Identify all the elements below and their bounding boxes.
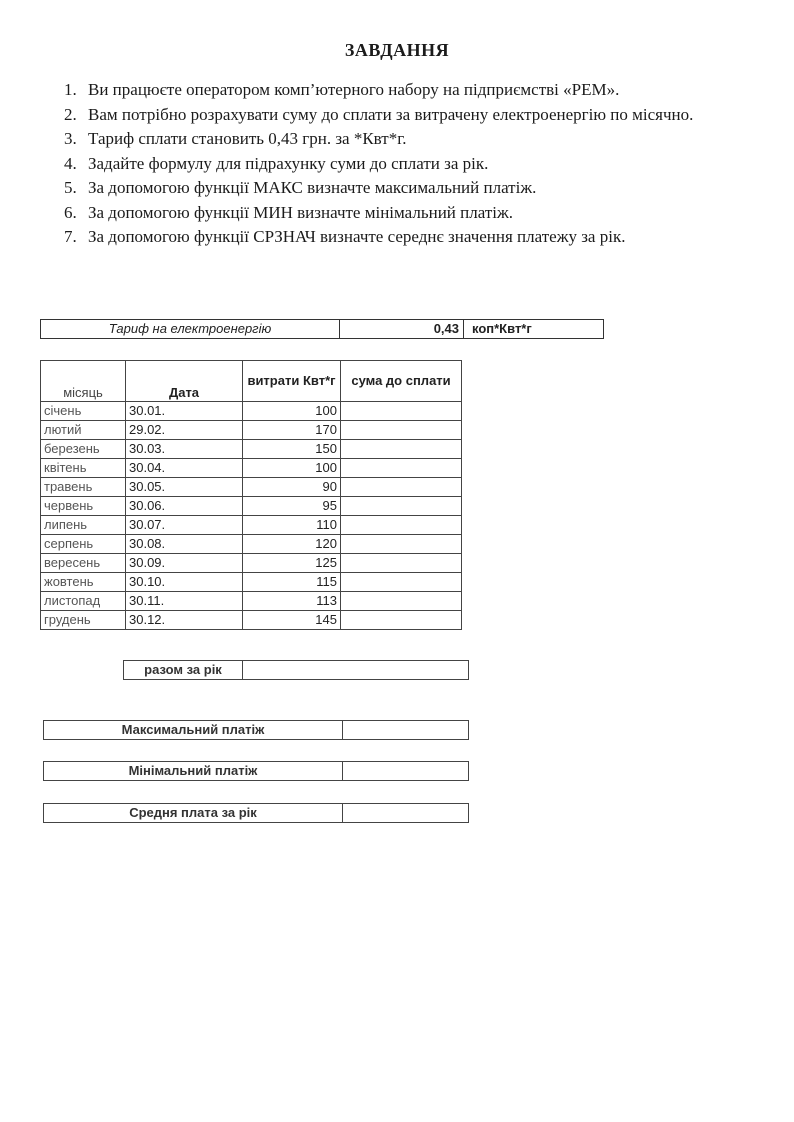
date-cell: 30.09.: [126, 554, 243, 573]
table-row: [41, 497, 462, 516]
date-cell: 30.10.: [126, 573, 243, 592]
max-payment-value: [343, 721, 468, 739]
table-row: [41, 554, 462, 573]
tariff-row: [40, 319, 604, 339]
header-usage: витрати Квт*г: [243, 361, 341, 402]
sum-cell: [341, 535, 462, 554]
task-item: [58, 78, 748, 103]
sum-cell: [341, 554, 462, 573]
usage-cell: 113: [243, 592, 341, 611]
month-cell: листопад: [41, 592, 126, 611]
min-payment-label: Мінімальний платіж: [44, 762, 343, 780]
tariff-value: 0,43: [340, 320, 464, 338]
header-sum: сума до сплати: [341, 361, 462, 402]
month-cell: квітень: [41, 459, 126, 478]
table-row: [41, 478, 462, 497]
task-item: [58, 225, 748, 250]
task-list: [58, 78, 748, 250]
usage-cell: 170: [243, 421, 341, 440]
sum-cell: [341, 421, 462, 440]
header-date: Дата: [126, 361, 243, 402]
month-cell: вересень: [41, 554, 126, 573]
date-cell: 30.05.: [126, 478, 243, 497]
date-cell: 29.02.: [126, 421, 243, 440]
avg-payment-value: [343, 804, 468, 822]
month-cell: серпень: [41, 535, 126, 554]
usage-cell: 125: [243, 554, 341, 573]
year-total-value: [243, 661, 468, 679]
task-number: 1.: [64, 80, 77, 99]
usage-cell: 100: [243, 402, 341, 421]
sum-cell: [341, 459, 462, 478]
sum-cell: [341, 402, 462, 421]
table-row: [41, 402, 462, 421]
sum-cell: [341, 497, 462, 516]
sum-cell: [341, 592, 462, 611]
year-total-row: [123, 660, 469, 680]
usage-cell: 110: [243, 516, 341, 535]
table-row: [41, 592, 462, 611]
task-number: 2.: [64, 104, 77, 124]
table-row: [41, 535, 462, 554]
date-cell: 30.06.: [126, 497, 243, 516]
usage-cell: 120: [243, 535, 341, 554]
usage-cell: 95: [243, 497, 341, 516]
month-cell: травень: [41, 478, 126, 497]
avg-payment-label: Средня плата за рік: [44, 804, 343, 822]
table-row: [41, 440, 462, 459]
sum-cell: [341, 573, 462, 592]
date-cell: 30.08.: [126, 535, 243, 554]
usage-cell: 90: [243, 478, 341, 497]
task-item: [58, 127, 748, 152]
table-row: [41, 421, 462, 440]
usage-cell: 145: [243, 611, 341, 630]
date-cell: 30.07.: [126, 516, 243, 535]
usage-table: [40, 360, 462, 630]
table-row: [41, 611, 462, 630]
month-cell: лютий: [41, 421, 126, 440]
max-payment-row: [43, 720, 469, 740]
table-row: [41, 516, 462, 535]
usage-cell: 100: [243, 459, 341, 478]
task-item: [58, 176, 748, 201]
header-month: місяць: [41, 361, 126, 402]
task-text: За допомогою функції МИН визначте мінімальний платіж.: [88, 202, 513, 222]
sum-cell: [341, 478, 462, 497]
tariff-unit: коп*Квт*г: [472, 321, 532, 336]
task-text: Задайте формулу для підрахунку суми до сплати за рік.: [88, 153, 489, 173]
usage-cell: 150: [243, 440, 341, 459]
task-item: [58, 152, 748, 177]
task-number: 7.: [64, 227, 77, 246]
min-payment-row: [43, 761, 469, 781]
task-number: 5.: [64, 178, 77, 197]
usage-cell: 115: [243, 573, 341, 592]
date-cell: 30.04.: [126, 459, 243, 478]
task-number: 3.: [64, 129, 77, 148]
task-text: За допомогою функції СРЗНАЧ визначте середнє значення платежу за рік.: [88, 227, 626, 246]
date-cell: 30.03.: [126, 440, 243, 459]
sum-cell: [341, 440, 462, 459]
month-cell: березень: [41, 440, 126, 459]
task-text: Вам потрібно розрахувати суму до сплати за витрачену електроенергію по місячно.: [88, 104, 694, 124]
table-row: [41, 573, 462, 592]
page-title: ЗАВДАННЯ: [344, 40, 450, 60]
month-cell: жовтень: [41, 573, 126, 592]
month-cell: червень: [41, 497, 126, 516]
year-total-label: разом за рік: [124, 661, 243, 679]
date-cell: 30.12.: [126, 611, 243, 630]
table-header-row: [41, 361, 462, 402]
task-number: 6.: [64, 202, 77, 222]
month-cell: грудень: [41, 611, 126, 630]
min-payment-value: [343, 762, 468, 780]
tariff-label: Тариф на електроенергію: [41, 320, 340, 338]
task-item: [58, 103, 748, 128]
table-row: [41, 459, 462, 478]
task-item: [58, 201, 748, 226]
sum-cell: [341, 516, 462, 535]
month-cell: січень: [41, 402, 126, 421]
date-cell: 30.11.: [126, 592, 243, 611]
month-cell: липень: [41, 516, 126, 535]
sum-cell: [341, 611, 462, 630]
task-number: 4.: [64, 153, 77, 173]
date-cell: 30.01.: [126, 402, 243, 421]
max-payment-label: Максимальний платіж: [44, 721, 343, 739]
task-text: За допомогою функції МАКС визначте максимальний платіж.: [88, 178, 537, 197]
task-text: Ви працюєте оператором комп’ютерного набору на підприємстві «РЕМ».: [88, 80, 620, 99]
avg-payment-row: [43, 803, 469, 823]
task-text: Тариф сплати становить 0,43 грн. за *Квт*г.: [88, 129, 407, 148]
